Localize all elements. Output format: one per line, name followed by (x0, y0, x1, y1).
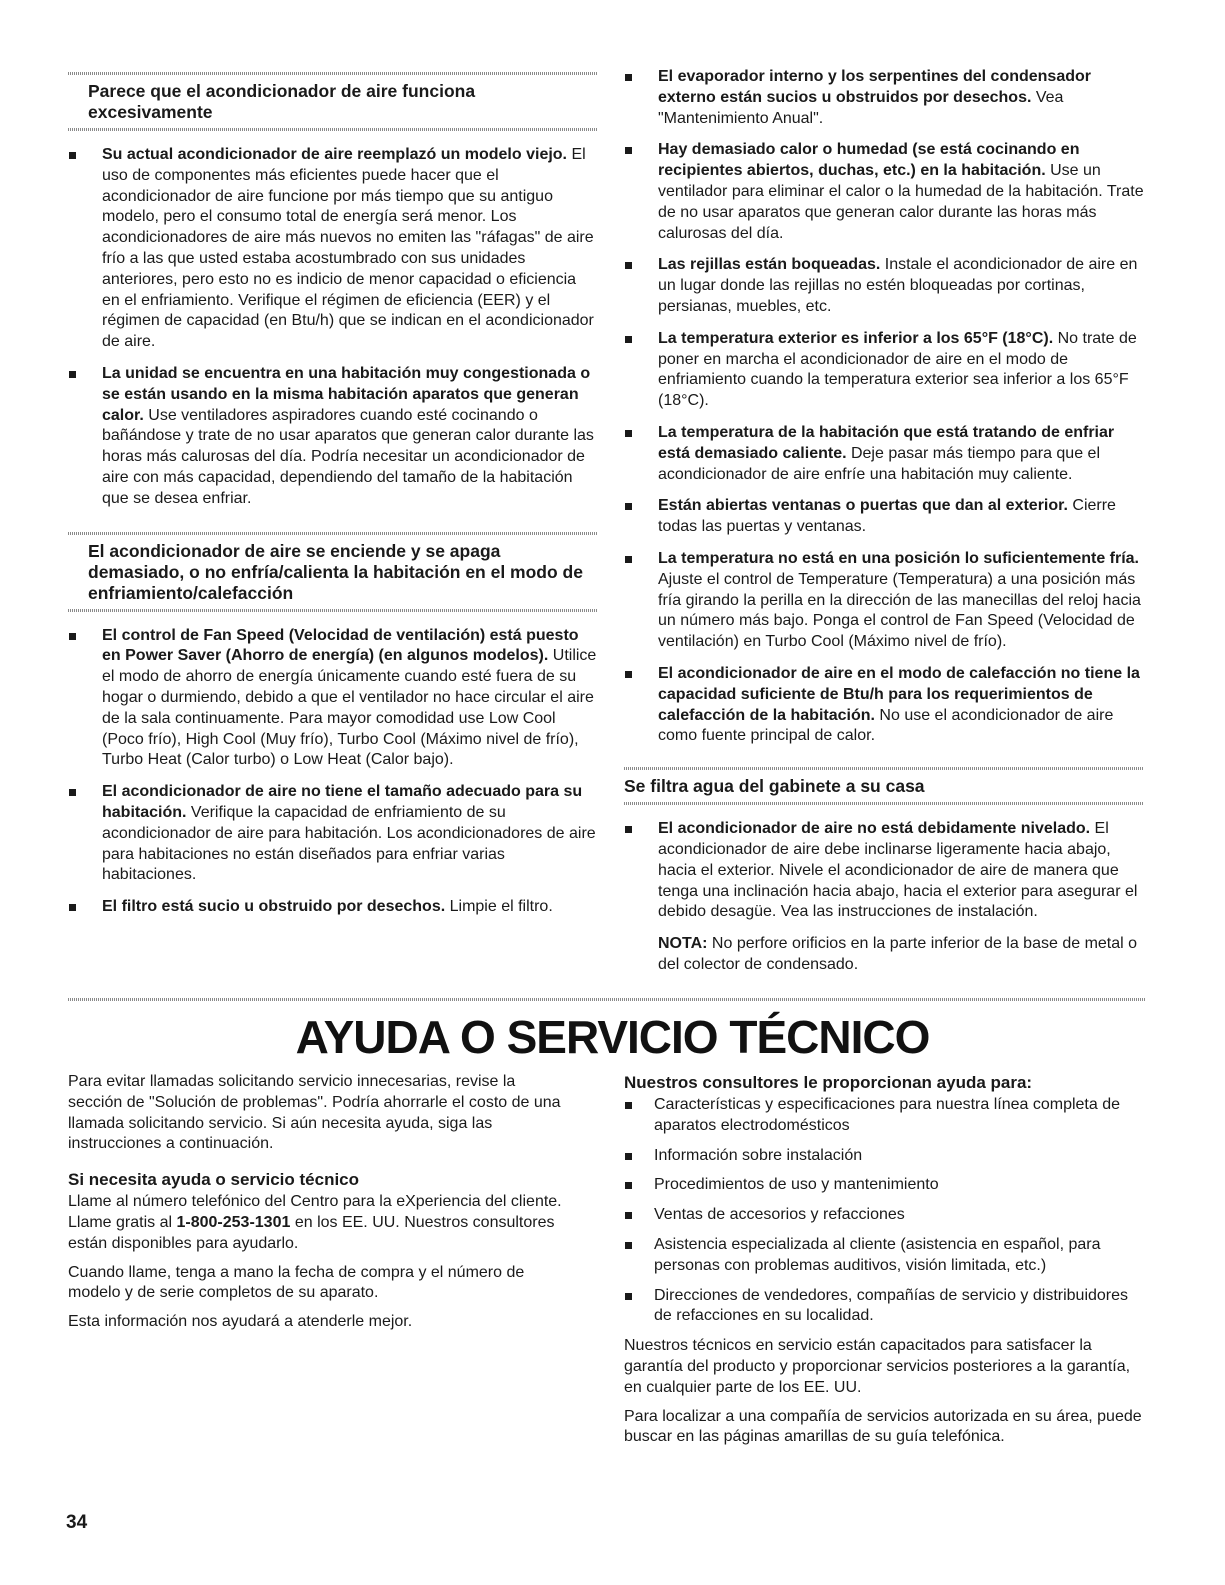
section-rule (68, 128, 598, 131)
bullet-square-icon (625, 826, 632, 833)
section-heading-cycles: El acondicionador de aire se enciende y se apaga demasiado, o no enfría/calienta la habitación en el modo de enfriamiento/calefacción (88, 540, 583, 603)
bullet-bold: La temperatura exterior es inferior a los 65°F (18°C). (658, 329, 1054, 347)
help-right-column (624, 1072, 1144, 1456)
bullet-square-icon (69, 371, 76, 378)
left-column (68, 72, 598, 929)
section-rule (624, 802, 1144, 805)
bullet-text: Instale el acondicionador de aire en un lugar donde las rejillas no estén bloqueadas por cortinas, persianas, muebles, etc. (658, 256, 1138, 315)
list-item (624, 1205, 1144, 1226)
list-item (68, 364, 598, 510)
section-heading-runs-too-much: Parece que el acondicionador de aire funciona excesivamente (88, 81, 476, 122)
bullet-text: Vea "Mantenimiento Anual". (658, 88, 1064, 127)
list-item-text: Características y especificaciones para nuestra línea completa de aparatos electrodomésticos (654, 1096, 1121, 1134)
title-rule (68, 998, 1146, 1001)
list-item (624, 67, 1144, 129)
bullet-square-icon (625, 147, 632, 154)
section-rule (68, 609, 598, 612)
list-item (624, 329, 1144, 412)
list-item (624, 1235, 1144, 1277)
help-intro: Para evitar llamadas solicitando servicio innecesarias, revise la sección de "Solución de problemas". Podría ahorrarle el costo de una llamada solicitando servicio. Si aún necesita ayuda, siga las instrucciones a continuación. (68, 1073, 561, 1153)
bullet-text: Cierre todas las puertas y ventanas. (658, 497, 1116, 536)
list-item (624, 819, 1144, 923)
bullet-text: El uso de componentes más eficientes puede hacer que el acondicionador de aire funcione por más tiempo que su antiguo modelo, pero el consumo total de energía será menor. Los acondicionadores de aire más nuevos no emiten las "ráfagas" de aire frío a las que usted estaba acostumbrado con sus unidades anteriores, pero esto no es indicio de menor capacidad o eficiencia en el enfriamiento. Verifique el régimen de eficiencia (EER) y el régimen de capacidad (en Btu/h) que se indican en el acondicionador de aire. (102, 146, 594, 351)
bullet-square-icon (625, 556, 632, 563)
bullet-text: El acondicionador de aire debe inclinarse ligeramente hacia abajo, hacia el exterior. Nivele el acondicionador de aire de manera que tenga una inclinación hacia abajo, hacia el exterior para asegurar el debido desagüe. Vea las instrucciones de instalación. (658, 820, 1138, 921)
list-item (624, 1146, 1144, 1167)
bullet-bold: El evaporador interno y los serpentines del condensador externo están sucios u obstruidos por desechos. (658, 68, 1091, 106)
bullet-bold: Su actual acondicionador de aire reemplazó un modelo viejo. (102, 146, 567, 163)
help-text: Llame al número telefónico del Centro para la eXperiencia del cliente. Llame gratis al (68, 1193, 562, 1231)
bullet-square-icon (625, 1182, 632, 1189)
bullet-text: Ajuste el control de Temperature (Temperatura) a una posición más fría girando la perilla en la dirección de las manecillas del reloj hacia un número más bajo. Ponga el control de Fan Speed (Velocidad de ventilación) en Turbo Cool (Máximo nivel de frío). (658, 570, 1141, 651)
bullet-bold: La unidad se encuentra en una habitación muy congestionada o se están usando en la misma habitación aparatos que generan calor. (102, 364, 591, 424)
list-item (68, 626, 598, 772)
bullet-bold: El filtro está sucio u obstruido por desechos. (102, 898, 446, 916)
bullet-text: Use un ventilador para eliminar el calor o la humedad de la habitación. Trate de no usar aparatos que generan calor durante las horas más calurosas del día. (658, 162, 1144, 242)
section-heading-leaks: Se filtra agua del gabinete a su casa (624, 776, 925, 797)
bullet-bold: El acondicionador de aire no está debidamente nivelado. (658, 820, 1091, 838)
note-label: NOTA: (658, 935, 708, 953)
bullet-text: No trate de poner en marcha el acondicionador de aire en el modo de enfriamiento cuando la temperatura exterior sea inferior a los 65°F (18°C). (658, 329, 1137, 410)
list-item (624, 255, 1144, 317)
list-item (624, 140, 1144, 244)
bullet-square-icon (625, 671, 632, 678)
help-text: en los EE. UU. Nuestros consultores están disponibles para ayudarlo. (68, 1213, 555, 1252)
list-item (624, 496, 1144, 538)
section-rule (68, 72, 598, 75)
bullet-square-icon (625, 1212, 632, 1219)
bullet-bold: La temperatura no está en una posición lo suficientemente fría. (658, 549, 1139, 567)
bullet-square-icon (69, 904, 76, 911)
bullet-square-icon (625, 1293, 632, 1300)
phone-number: 1-800-253-1301 (176, 1213, 291, 1231)
list-item-text: Ventas de accesorios y refacciones (654, 1206, 905, 1224)
help-paragraph: Cuando llame, tenga a mano la fecha de compra y el número de modelo y de serie completos de su aparato. (68, 1263, 525, 1302)
bullet-bold: El control de Fan Speed (Velocidad de ventilación) está puesto en Power Saver (Ahorro de energía) (en algunos modelos). (102, 626, 579, 665)
help-paragraph (68, 1192, 568, 1254)
help-left-column (68, 1072, 568, 1341)
bullet-bold: Hay demasiado calor o humedad (se está cocinando en recipientes abiertos, duchas, etc.) en la habitación. (658, 141, 1080, 180)
bullet-square-icon (625, 1153, 632, 1160)
bullet-square-icon (69, 152, 76, 159)
right-column (624, 67, 1144, 976)
bullet-square-icon (69, 633, 76, 640)
bullet-text: Limpie el filtro. (445, 898, 553, 916)
bullet-square-icon (625, 1102, 632, 1109)
bullet-square-icon (625, 1242, 632, 1249)
help-subheading: Nuestros consultores le proporcionan ayuda para: (624, 1073, 1033, 1092)
help-paragraph: Nuestros técnicos en servicio están capacitados para satisfacer la garantía del producto y proporcionar servicios posteriores a la garantía, en cualquier parte de los EE. UU. (624, 1337, 1131, 1396)
list-item (68, 782, 598, 886)
bullet-bold: El acondicionador de aire en el modo de calefacción no tiene la capacidad suficiente de Btu/h para los requerimientos de calefacción de la habitación. (658, 664, 1140, 724)
list-item (624, 1286, 1144, 1328)
list-item (68, 145, 598, 353)
bullet-square-icon (69, 789, 76, 796)
note (624, 934, 1144, 976)
list-item (68, 897, 598, 918)
help-paragraph: Esta información nos ayudará a atenderle mejor. (68, 1313, 413, 1331)
bullet-square-icon (625, 74, 632, 81)
list-item (624, 664, 1144, 747)
bullet-square-icon (625, 430, 632, 437)
bullet-text: Use ventiladores aspiradores cuando esté cocinando o bañándose y trate de no usar aparatos que generan calor durante las horas más calurosas del día. Podría necesitar un acondicionador de aire con más capacidad, dependiendo del tamaño de la habitación que se desea enfriar. (102, 406, 594, 507)
list-item-text: Direcciones de vendedores, compañías de servicio y distribuidores de refacciones en su localidad. (654, 1286, 1129, 1325)
section-rule (624, 767, 1144, 770)
page-number: 34 (66, 1512, 88, 1533)
bullet-bold: El acondicionador de aire no tiene el tamaño adecuado para su habitación. (102, 783, 583, 821)
help-subheading: Si necesita ayuda o servicio técnico (68, 1170, 360, 1190)
list-item (624, 423, 1144, 485)
bullet-bold: Las rejillas están boqueadas. (658, 256, 881, 274)
bullet-text: Deje pasar más tiempo para que el acondicionador de aire enfríe una habitación muy caliente. (658, 444, 1100, 483)
bullet-text: Verifique la capacidad de enfriamiento de su acondicionador de aire para habitación. Los acondicionadores de aire para habitaciones no están diseñados para enfriar varias habitaciones. (102, 803, 596, 884)
list-item-text: Asistencia especializada al cliente (asistencia en español, para personas con problemas auditivos, visión limitada, etc.) (654, 1235, 1101, 1274)
help-paragraph: Para localizar a una compañía de servicios autorizada en su área, puede buscar en las páginas amarillas de su guía telefónica. (624, 1407, 1142, 1446)
bullet-square-icon (625, 503, 632, 510)
bullet-text: No use el acondicionador de aire como fuente principal de calor. (658, 706, 1114, 745)
list-item (624, 549, 1144, 653)
list-item-text: Procedimientos de uso y mantenimiento (654, 1176, 939, 1194)
bullet-square-icon (625, 262, 632, 269)
list-item (624, 1095, 1144, 1137)
bullet-bold: Están abiertas ventanas o puertas que dan al exterior. (658, 497, 1068, 515)
section-rule (68, 532, 598, 535)
page-title: AYUDA O SERVICIO TÉCNICO (295, 1011, 930, 1063)
list-item-text: Información sobre instalación (654, 1146, 863, 1164)
note-text: No perfore orificios en la parte inferior de la base de metal o del colector de condensado. (658, 935, 1138, 973)
bullet-square-icon (625, 336, 632, 343)
bullet-text: Utilice el modo de ahorro de energía únicamente cuando esté fuera de su hogar o durmiendo, debido a que el ventilador no hace circular el aire de la sala continuamente. Para mayor comodidad use Low Cool (Poco frío), High Cool (Muy frío), Turbo Cool (Máximo nivel de frío), Turbo Heat (Calor turbo) o Low Heat (Calor bajo). (102, 647, 597, 769)
list-item (624, 1175, 1144, 1196)
bullet-bold: La temperatura de la habitación que está tratando de enfriar está demasiado caliente. (658, 423, 1115, 462)
